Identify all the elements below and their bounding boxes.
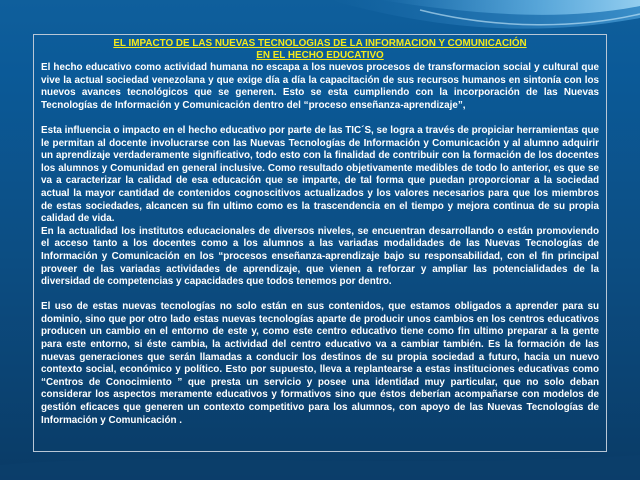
content-frame	[33, 34, 607, 452]
paragraph-4: El uso de estas nuevas tecnologías no solo están en sus contenidos, que estamos obligados a aprender para su dominio, sino que por otro lado estas nuevas tecnologías aparte de producir unos cambios en los centros educativos producen un cambio en el entorno de este y, como este centro educativo tiene como fin ultimo preparar a la gente para este entorno, si éste cambia, la actividad del centro educativo va a cambiar también. Es la formación de las nuevas generaciones que serán llamadas a conducir los destinos de su propia sociedad a futuro, hacia un nuevo contexto social, económico y político. Esto por supuesto, lleva a replantearse a estas instituciones educativas como “Centros de Conocimiento ” que presta un servicio y posee una identidad muy particular, que no solo deban considerar los aspectos meramente educativos y formativos sino que éstos deberían acompañarse con modelos de gestión eficaces que generen un contexto competitivo para los alumnos, con apoyo de las Nuevas Tecnologías de Información y Comunicación .	[41, 301, 599, 426]
paragraph-2: Esta influencia o impacto en el hecho educativo por parte de las TIC´S, se logra a través de propiciar herramientas que le permitan al docente involucrarse con las Nuevas Tecnologías de Información y Comunicación y al alumno adquirir un aprendizaje verdaderamente significativo, todo esto con la finalidad de contribuir con la formación de los docentes los alumnos y Comunidad en general inclusive. Como resultado objetivamente medibles de todo lo anterior, es que se va a caracterizar la calidad de esa educación que se imparte, de tal forma que puedan proporcionar a la sociedad actual la mayor cantidad de contenidos cognoscitivos actualizados y los valores necesarios para que los miembros de estas sociedades, alcancen su fin ultimo como es la trascendencia en el tiempo y mejora continua de su propia calidad de vida.	[41, 124, 599, 225]
paragraph-gap	[41, 289, 599, 302]
paragraph-3: En la actualidad los institutos educacionales de diversos niveles, se encuentran desarrollando o están promoviendo el acceso tanto a los docentes como a los alumnos a las variadas modalidades de las Nuevas Tecnologías de Información y Comunicación en los “procesos enseñanza-aprendizaje bajo su responsabilidad, con el fin principal proveer de las variadas actividades de aprendizaje, que vienen a reforzar y ampliar las potencialidades de la diversidad de competencias y capacidades que todos tenemos por dentro.	[41, 225, 599, 288]
paragraph-1: El hecho educativo como actividad humana no escapa a los nuevos procesos de transformacion social y cultural que vive la actual sociedad venezolana y que exige día a día la capacitación de sus recursos humanos en sintonía con los nuevos avances tecnológicos que se generen. Esto se esta cumpliendo con la incorporación de las Nuevas Tecnologías de Información y Comunicación dentro del “proceso enseñanza-aprendizaje”,	[41, 62, 599, 111]
title-line-1: EL IMPACTO DE LAS NUEVAS TECNOLOGIAS DE LA INFORMACION Y COMUNICACIÓN	[113, 38, 527, 49]
title-line-2: EN EL HECHO EDUCATIVO	[256, 50, 384, 61]
slide-title	[41, 38, 599, 62]
paragraph-gap	[41, 112, 599, 125]
